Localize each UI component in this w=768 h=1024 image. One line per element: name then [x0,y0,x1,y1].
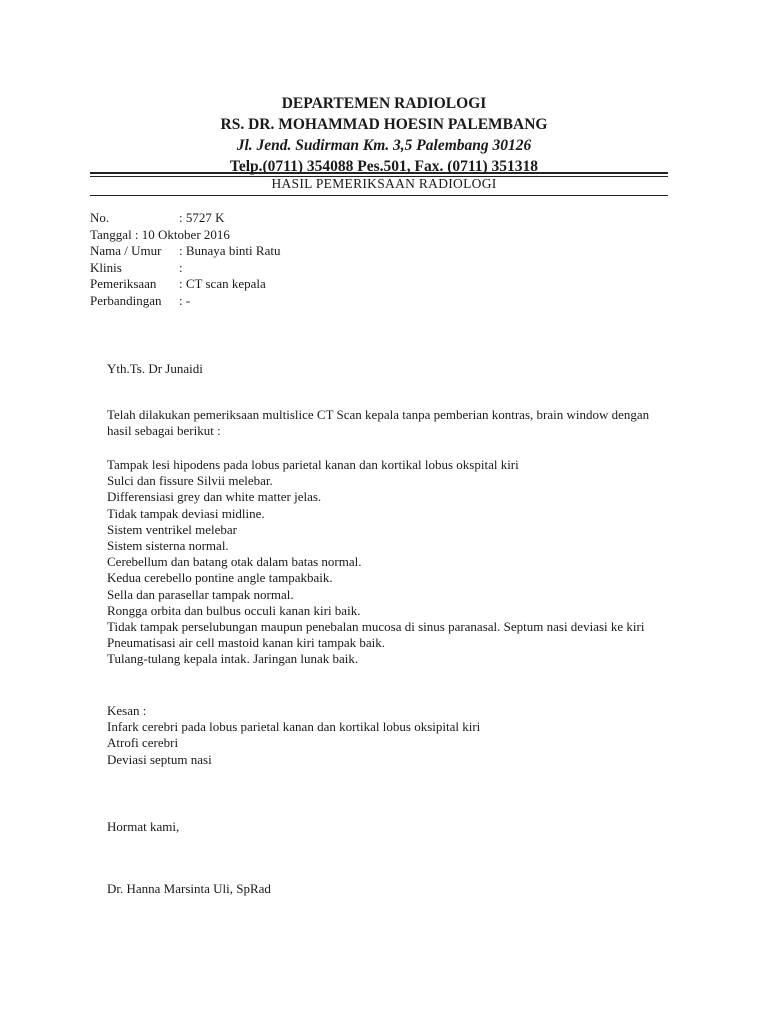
number-label: No. [90,210,110,225]
finding-item: Sistem sisterna normal. [107,538,229,554]
info-row-exam [90,276,266,293]
info-row-date [90,227,230,244]
finding-item: Sistem ventrikel melebar [107,521,237,537]
name-label: Nama / Umur [90,243,162,258]
report-title: HASIL PEMERIKSAAN RADIOLOGI [271,176,497,191]
finding-item: Sella dan parasellar tampak normal. [107,586,294,602]
signature-name: Dr. Hanna Marsinta Uli, SpRad [107,881,271,896]
letterhead [0,93,768,177]
finding-item: Differensiasi grey dan white matter jelas. [107,489,322,505]
conclusion-label: Kesan : [107,703,147,718]
name-value: : Bunaya binti Ratu [179,243,281,258]
finding-item: Kedua cerebello pontine angle tampakbaik. [107,570,333,586]
number-value: : 5727 K [179,210,225,225]
conclusion-item: Deviasi septum nasi [107,751,212,767]
closing-salutation: Hormat kami, [107,819,180,834]
conclusion-item: Atrofi cerebri [107,735,179,751]
date-line: Tanggal : 10 Oktober 2016 [90,226,230,242]
greeting: Yth.Ts. Dr Junaidi [107,361,203,376]
info-row-comparison [90,293,230,310]
clinical-value: : [179,259,183,275]
hospital-address: Jl. Jend. Sudirman Km. 3,5 Palembang 30126 [236,137,532,154]
intro-paragraph: Telah dilakukan pemeriksaan multislice CT Scan kepala tanpa pemberian kontras, brain window dengan hasil sebagai berikut : [107,407,650,439]
comparison-value: : - [179,292,191,308]
finding-item: Tidak tampak perselubungan maupun penebalan mucosa di sinus paranasal. Septum nasi deviasi ke kiri [107,619,645,635]
finding-item: Sulci dan fissure Silvii melebar. [107,473,273,489]
info-row-number [90,210,230,227]
finding-item: Pneumatisasi air cell mastoid kanan kiri tampak baik. [107,635,385,651]
info-row-clinical [90,260,230,277]
title-divider [90,195,668,196]
info-row-name [90,243,281,260]
department-name: DEPARTEMEN RADIOLOGI [281,95,487,112]
exam-value: : CT scan kepala [179,276,266,291]
finding-item: Tampak lesi hipodens pada lobus parietal kanan dan kortikal lobus okspital kiri [107,457,519,472]
exam-label: Pemeriksaan [90,276,157,291]
finding-item: Tidak tampak deviasi midline. [107,505,265,521]
patient-info [90,210,281,309]
letterhead-divider-thick [90,172,668,174]
finding-item: Cerebellum dan batang otak dalam batas normal. [107,554,362,570]
comparison-label: Perbandingan [90,292,162,308]
conclusion-item: Infark cerebri pada lobus parietal kanan dan kortikal lobus oksipital kiri [107,719,481,735]
clinical-label: Klinis [90,259,122,275]
finding-item: Rongga orbita dan bulbus occuli kanan kiri baik. [107,602,361,618]
findings-list [107,457,667,668]
conclusion-section [107,703,667,768]
finding-item: Tulang-tulang kepala intak. Jaringan lunak baik. [107,651,359,667]
hospital-name: RS. DR. MOHAMMAD HOESIN PALEMBANG [220,116,548,133]
hospital-phone: Telp.(0711) 354088 Pes.501, Fax. (0711) 351318 [229,158,539,175]
